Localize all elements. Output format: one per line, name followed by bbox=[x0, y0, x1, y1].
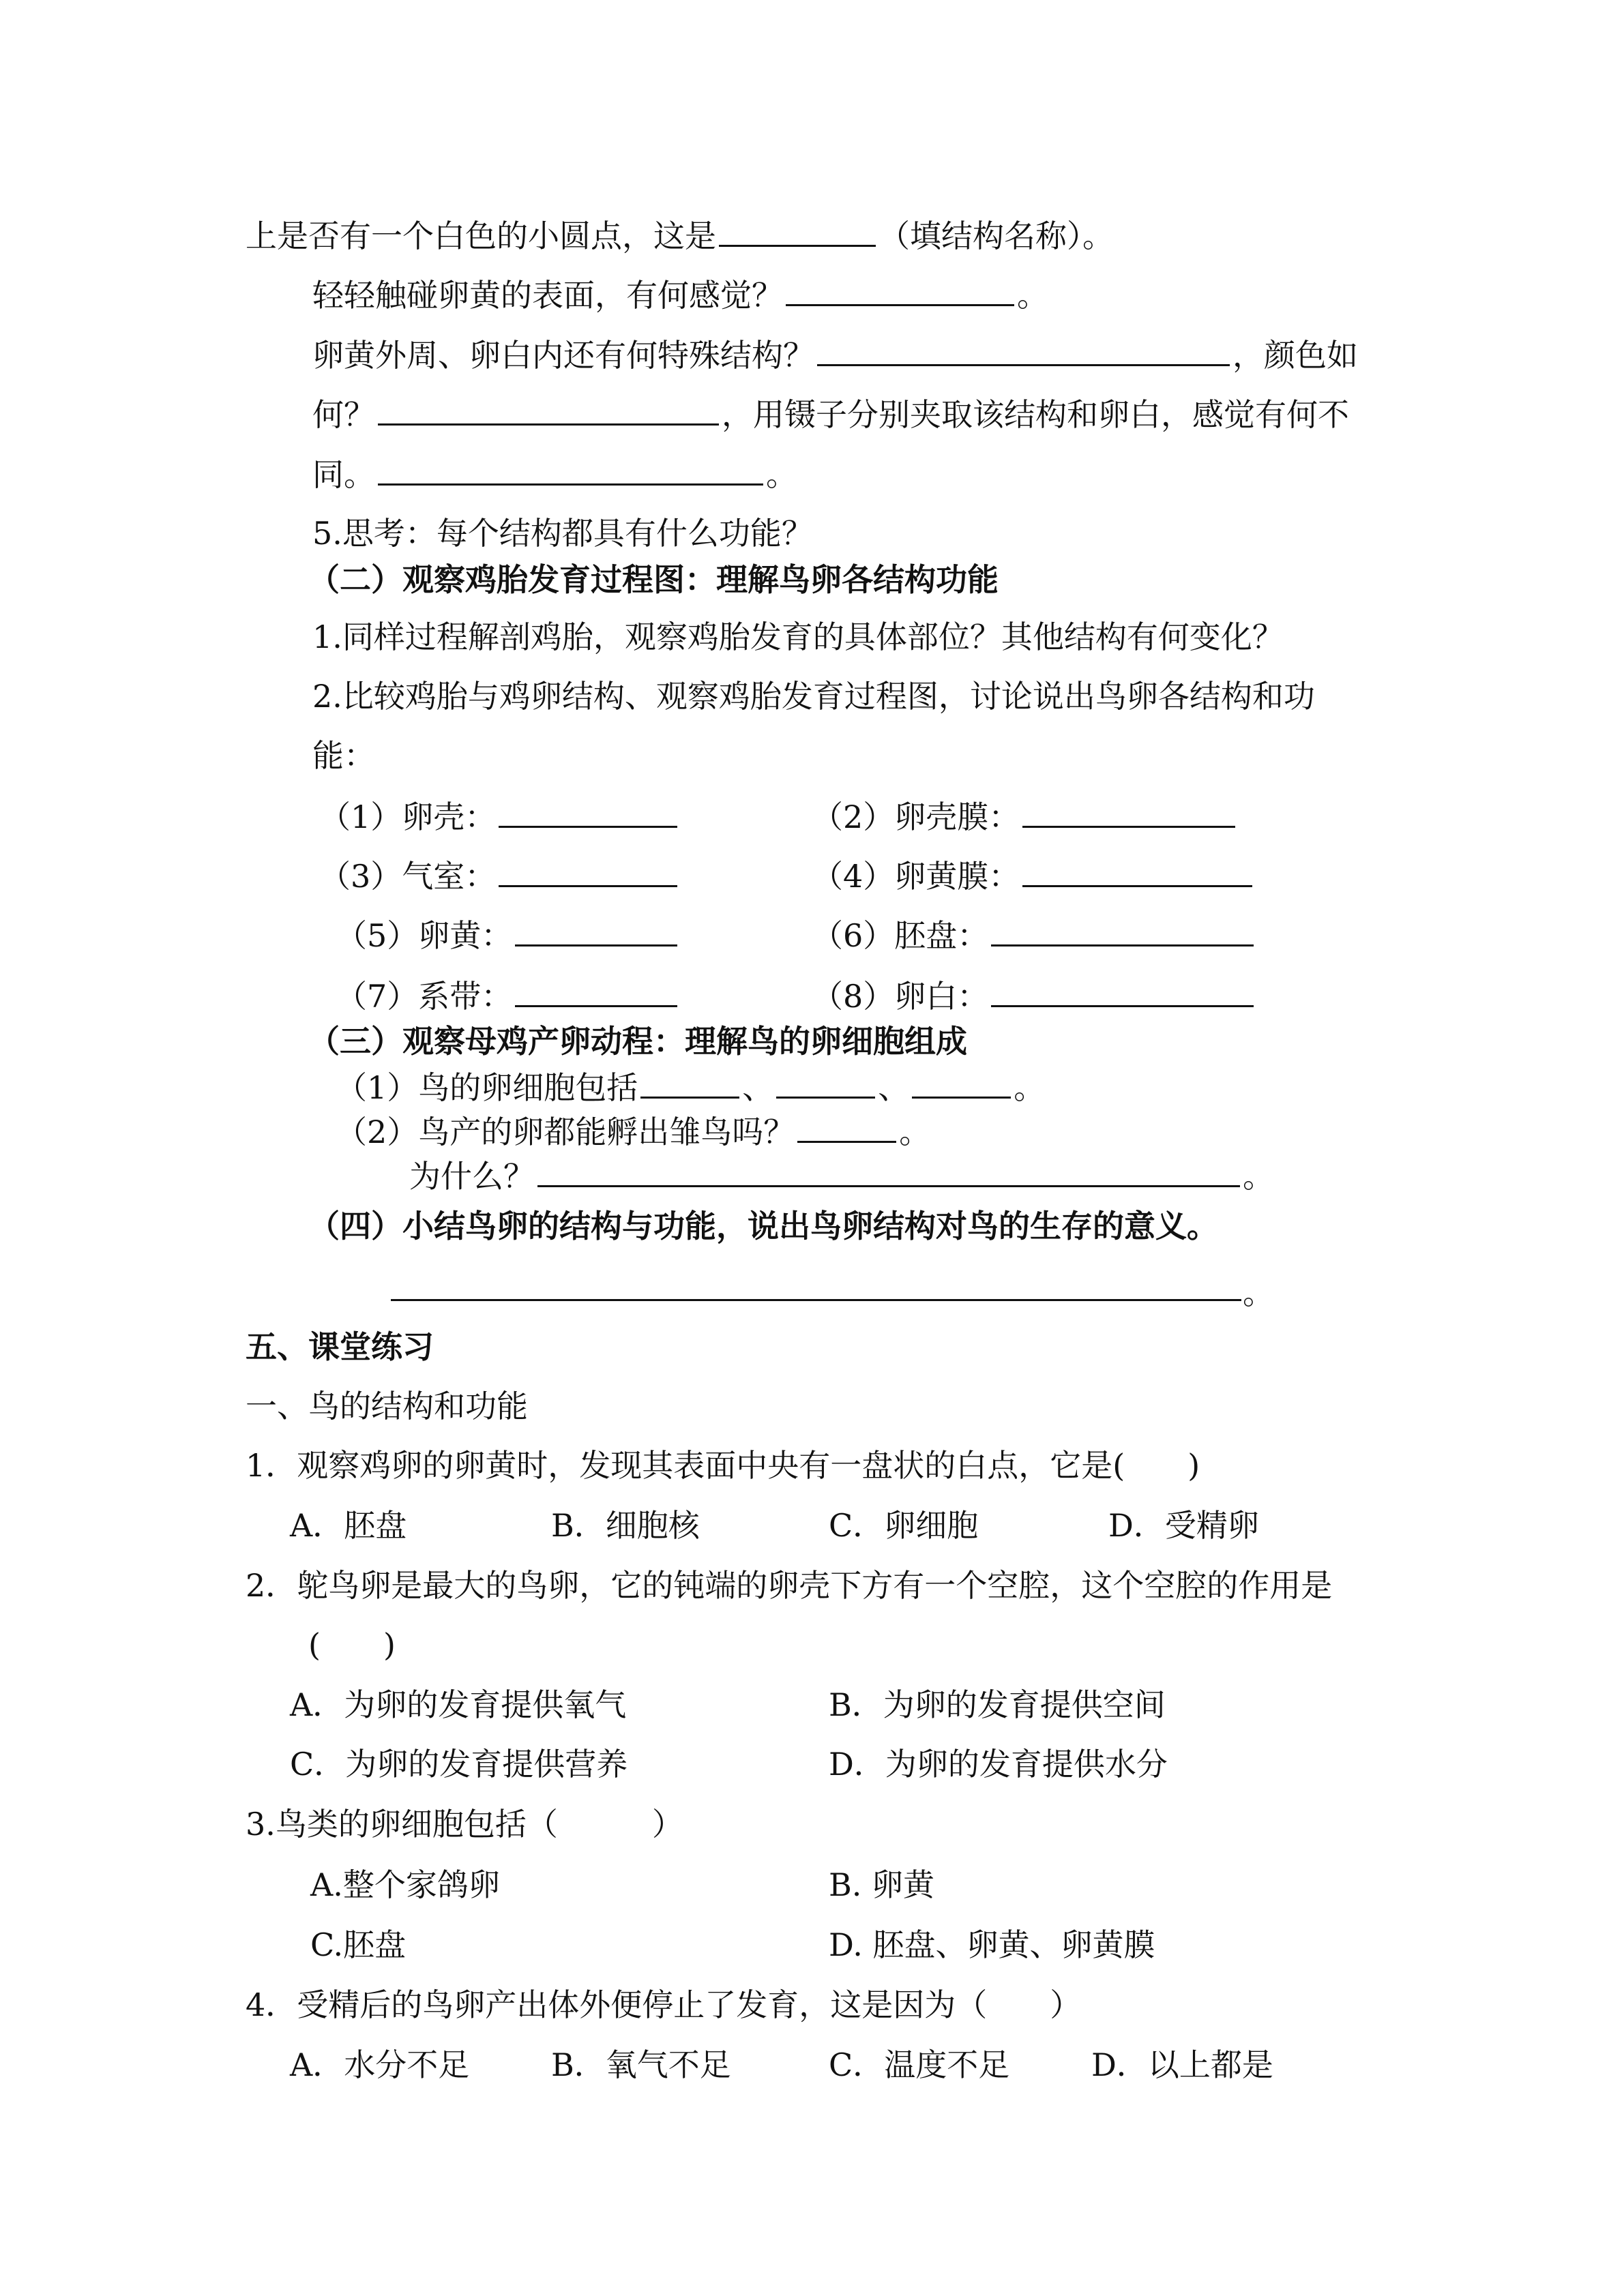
question-4-option-b[interactable]: B．氧气不足 bbox=[551, 2046, 731, 2083]
question-2-option-b[interactable]: B．为卵的发育提供空间 bbox=[829, 1686, 1166, 1723]
fill-blank[interactable] bbox=[499, 794, 677, 828]
section4-heading: （四）小结鸟卵的结构与功能，说出鸟卵结构对鸟的生存的意义。 bbox=[308, 1208, 1218, 1244]
fill-blank[interactable] bbox=[991, 913, 1254, 946]
structure-item-2: （2）卵壳膜： bbox=[812, 794, 1238, 837]
fill-blank[interactable] bbox=[776, 1065, 875, 1099]
structure-item-7: （7）系带： bbox=[336, 974, 680, 1017]
question-1-option-a[interactable]: A．胚盘 bbox=[290, 1507, 407, 1544]
fill-blank[interactable] bbox=[719, 213, 876, 247]
section3-q1: （1）鸟的卵细胞包括 、 、 。 bbox=[336, 1065, 1045, 1108]
question-1-option-b[interactable]: B．细胞核 bbox=[551, 1507, 700, 1544]
fill-blank[interactable] bbox=[537, 1154, 1240, 1187]
question-4-stem: 4．受精后的鸟卵产出体外便停止了发育，这是因为（ ） bbox=[246, 1986, 1082, 2023]
section3-heading: （三）观察母鸡产卵动程：理解鸟的卵细胞组成 bbox=[308, 1023, 967, 1060]
structure-item-4: （4）卵黄膜： bbox=[812, 854, 1255, 897]
continuation-line-2: 轻轻触碰卵黄的表面，有何感觉？ 。 bbox=[312, 273, 1048, 316]
exercise-subheading: 一、鸟的结构和功能 bbox=[246, 1388, 528, 1425]
fill-blank[interactable] bbox=[817, 333, 1230, 366]
structure-item-3: （3）气室： bbox=[319, 854, 680, 897]
question-4-option-c[interactable]: C．温度不足 bbox=[829, 2046, 1010, 2083]
section2-q2-line1: 2.比较鸡胎与鸡卵结构、观察鸡胎发育过程图，讨论说出鸟卵各结构和功 bbox=[312, 678, 1315, 715]
question-2-stem-paren: ( ) bbox=[308, 1626, 396, 1663]
fill-blank[interactable] bbox=[640, 1065, 739, 1099]
fill-blank[interactable] bbox=[786, 273, 1014, 306]
fill-blank[interactable] bbox=[378, 392, 719, 426]
think-question: 5.思考：每个结构都具有什么功能？ bbox=[312, 515, 813, 552]
fill-blank[interactable] bbox=[515, 913, 677, 946]
fill-blank[interactable] bbox=[991, 974, 1254, 1007]
answer-line[interactable] bbox=[391, 1299, 1241, 1301]
continuation-line-1: 上是否有一个白色的小圆点，这是 （填结构名称）。 bbox=[246, 213, 1114, 256]
section3-why: 为什么？ 。 bbox=[409, 1154, 1274, 1197]
section2-q2-line2: 能： bbox=[312, 737, 375, 774]
section2-heading: （二）观察鸡胎发育过程图：理解鸟卵各结构功能 bbox=[308, 561, 999, 598]
continuation-line-3: 卵黄外周、卵白内还有何特殊结构？ ，颜色如 bbox=[312, 333, 1358, 376]
fill-blank[interactable] bbox=[499, 854, 677, 887]
question-2-option-c[interactable]: C．为卵的发育提供营养 bbox=[290, 1746, 628, 1783]
fill-blank[interactable] bbox=[378, 452, 763, 486]
question-1-option-d[interactable]: D．受精卵 bbox=[1108, 1507, 1259, 1544]
fill-blank[interactable] bbox=[1022, 794, 1235, 828]
continuation-line-4: 何？ ，用镊子分别夹取该结构和卵白，感觉有何不 bbox=[312, 392, 1349, 435]
fill-blank[interactable] bbox=[515, 974, 677, 1007]
question-4-option-d[interactable]: D．以上都是 bbox=[1091, 2046, 1273, 2083]
answer-line-end: 。 bbox=[1243, 1274, 1274, 1311]
structure-item-8: （8）卵白： bbox=[812, 974, 1256, 1017]
question-3-option-b[interactable]: B. 卵黄 bbox=[829, 1866, 935, 1903]
section2-q1: 1.同样过程解剖鸡胎，观察鸡胎发育的具体部位？其他结构有何变化？ bbox=[312, 618, 1284, 655]
question-3-option-d[interactable]: D. 胚盘、卵黄、卵黄膜 bbox=[829, 1926, 1155, 1963]
question-2-option-d[interactable]: D．为卵的发育提供水分 bbox=[829, 1746, 1168, 1783]
question-1-option-c[interactable]: C．卵细胞 bbox=[829, 1507, 979, 1544]
question-2-stem: 2．鸵鸟卵是最大的鸟卵，它的钝端的卵壳下方有一个空腔，这个空腔的作用是 bbox=[246, 1567, 1333, 1604]
fill-blank[interactable] bbox=[797, 1109, 896, 1143]
structure-item-1: （1）卵壳： bbox=[319, 794, 680, 837]
question-3-option-a[interactable]: A.整个家鸽卵 bbox=[310, 1866, 500, 1903]
section3-q2: （2）鸟产的卵都能孵出雏鸟吗？ 。 bbox=[336, 1109, 930, 1152]
question-1-stem: 1．观察鸡卵的卵黄时，发现其表面中央有一盘状的白点，它是( ) bbox=[246, 1447, 1200, 1484]
structure-item-6: （6）胚盘： bbox=[812, 913, 1256, 956]
fill-blank[interactable] bbox=[1022, 854, 1252, 887]
continuation-line-5: 同。 。 bbox=[312, 452, 797, 495]
question-3-stem: 3.鸟类的卵细胞包括（ ） bbox=[246, 1806, 683, 1843]
question-2-option-a[interactable]: A．为卵的发育提供氧气 bbox=[290, 1686, 627, 1723]
question-3-option-c[interactable]: C.胚盘 bbox=[310, 1926, 407, 1963]
structure-item-5: （5）卵黄： bbox=[336, 913, 680, 956]
fill-blank[interactable] bbox=[912, 1065, 1011, 1099]
exercise-heading: 五、课堂练习 bbox=[246, 1328, 434, 1365]
question-4-option-a[interactable]: A．水分不足 bbox=[290, 2046, 470, 2083]
